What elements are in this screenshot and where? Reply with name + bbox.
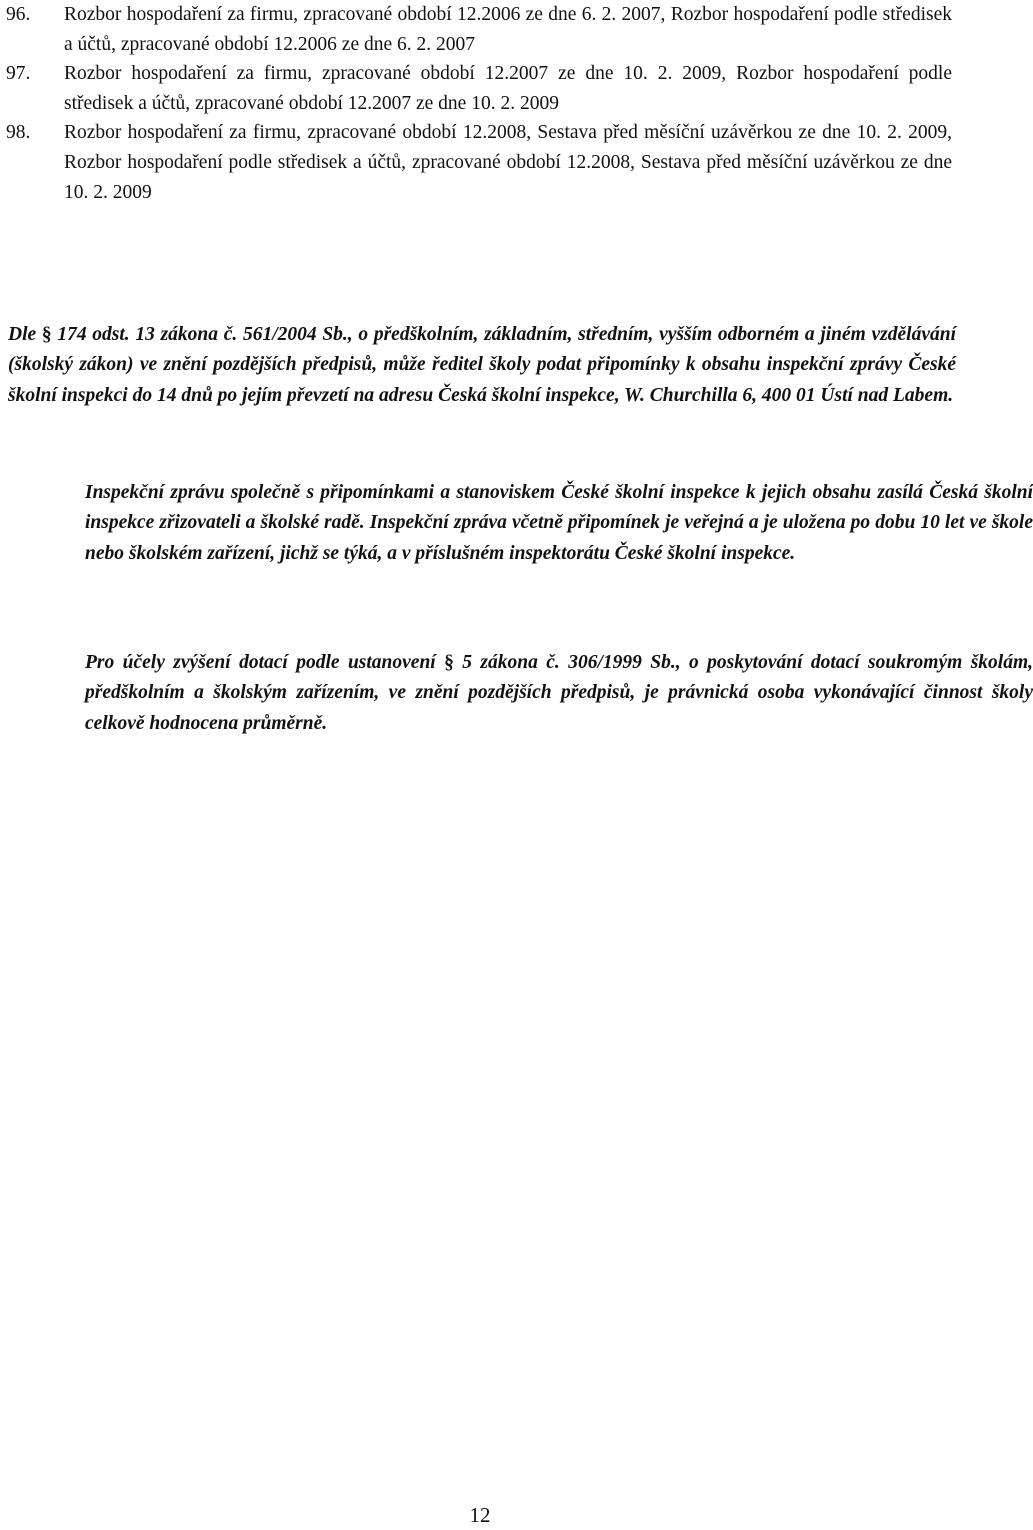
document-list — [6, 0, 952, 207]
list-item-text: Rozbor hospodaření za firmu, zpracované období 12.2006 ze dne 6. 2. 2007, Rozbor hospodaření podle středisek a účtů, zpracované období 12.2006 ze dne 6. 2. 2007 — [64, 4, 952, 55]
subsidy-paragraph — [8, 648, 1033, 739]
section-sign: § — [41, 324, 52, 345]
section-sign: § — [444, 652, 454, 673]
paragraph-lead: Dle — [8, 324, 42, 345]
report-distribution-paragraph: Inspekční zprávu společně s připomínkami a stanoviskem České školní inspekce k jejich obsahu zasílá Česká školní inspekce zřizovateli a školské radě. Inspekční zpráva včetně připomínek je veřejná a je uložena po dobu 10 let ve škole nebo školském zařízení, jichž se týká, a v příslušném inspektorátu České školní inspekce. — [85, 482, 1033, 564]
list-item — [6, 59, 952, 118]
list-item-number: 97. — [6, 63, 31, 85]
list-item-text: Rozbor hospodaření za firmu, zpracované období 12.2007 ze dne 10. 2. 2009, Rozbor hospodaření podle středisek a účtů, zpracované období 12.2007 ze dne 10. 2. 2009 — [64, 63, 952, 114]
list-item-text: Rozbor hospodaření za firmu, zpracované období 12.2008, Sestava před měsíční uzávěrkou ze dne 10. 2. 2009, Rozbor hospodaření podle středisek a účtů, zpracované období 12.2008, Sestava před měsíční uzávěrkou ze dne 10. 2. 2009 — [64, 122, 952, 203]
paragraph-text: , o poskytování dotací soukromým školám, předškolním a školským zařízením, ve znění pozdějších předpisů, je právnická osoba vykonávající činnost školy celkově hodnocena průměrně. — [85, 652, 1033, 734]
paragraph-lead: Pro účely zvýšení dotací podle ustanovení — [85, 652, 445, 673]
law-reference: 174 odst. 13 zákona č. 561/2004 Sb. — [51, 324, 348, 345]
paragraph-text: , o předškolním, základním, středním, vyšším odborném a jiném vzdělávání (školský zákon) ve znění pozdějších předpisů, může ředitel školy podat připomínky k obsahu inspekční zprávy České školní inspekci do 14 dnů po jejím převzetí na adresu Česká školní inspekce, W. Churchilla 6, 400 01 Ústí nad Labem. — [8, 324, 957, 406]
list-item — [6, 0, 952, 59]
list-item-number: 98. — [6, 122, 31, 144]
list-item-number: 96. — [6, 4, 31, 25]
list-item — [6, 118, 952, 207]
page-number: 12 — [469, 1503, 491, 1527]
law-reference: 5 zákona č. 306/1999 Sb. — [453, 652, 676, 673]
school-act-paragraph — [8, 320, 956, 411]
